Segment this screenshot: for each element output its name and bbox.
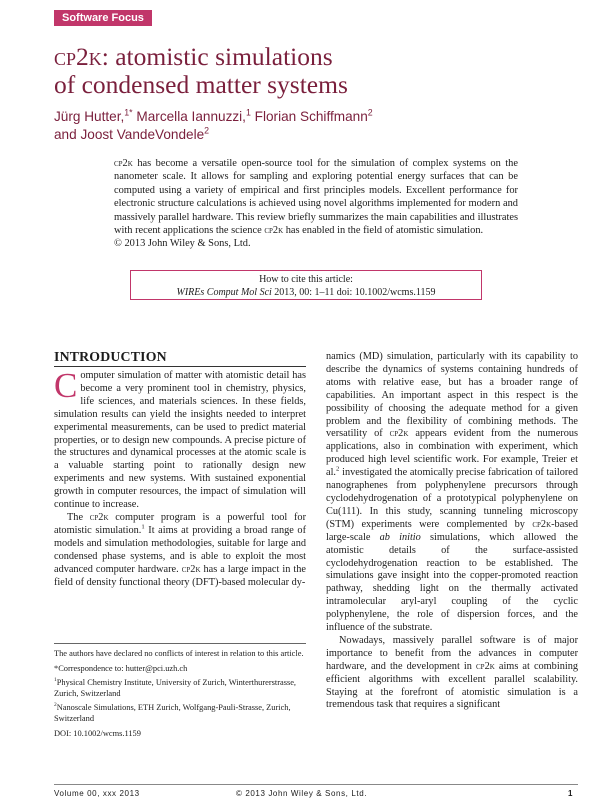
intro-paragraph-1 [54,366,306,512]
correspondence: *Correspondence to: hutter@pci.uzh.ch [54,663,188,673]
right-p2-b: aims at combining efficient algorithms with excellent parallel scalability. Staying at the forefront of atomistic simulation is a tremendous task that requires a significant [326,660,578,711]
section-badge: Software Focus [54,10,152,26]
drop-cap: C [54,366,78,405]
citation-box [130,270,482,300]
abstract-text-1: has become a versatile open-source tool for the simulation of complex systems on the nanometer scale. It allows for sampling and exploring potential energy surfaces that can be computed using a variety of empirical and first principles models. Excellent performance for electronic structure calculations is achieved using novel algorithms implemented for modern and massively parallel hardware. This review briefly summarizes the main capabilities and illustrates with recent applications the science [114,158,518,237]
footnote-rule [54,643,306,644]
abstract-code-2: cp2k [264,225,284,237]
right-p1-b: appears evident from the numerous applications, also in combination with experiment, which produced high level scientific work. For example, Treier et al. [326,428,579,479]
author-2-affiliation: 1 [245,107,251,118]
article-title [54,43,574,99]
intro-p2-c: It aims at providing a broad range of models and simulation methodologies, suitable for large and condensed phase systems, and is able to exploit the most advanced computer hardware. [54,524,306,575]
intro-p2-ref: 1 [141,523,145,531]
section-heading: INTRODUCTION [54,349,167,364]
footer-rule [54,784,578,785]
abstract [114,157,518,251]
intro-p2-d: has a large impact in the field of density functional theory (DFT)-based molecular dy- [54,563,306,588]
right-p1-a: namics (MD) simulation, particularly with its capability to describe the dynamics of systems containing hundreds of atoms with relative ease, but has a broader range of capabilities. An important aspect in this respect is the possibility of choosing the adequate method for a given problem and the flexibility of combining methods. The versatility of [326,351,578,440]
citation-heading: How to cite this article: [259,274,353,285]
author-2: Marcella Iannuzzi, [136,109,246,124]
affiliation-1-text: Physical Chemistry Institute, University of Zurich, Winterthurerstrasse, Zurich, Switzerland [54,678,297,698]
right-p1-e: simulations, which allowed the atomistic details of the surface-assisted cyclodehydrogenation reaction to be established. The simulations gave insight into the copper-promoted reaction pathway, shedding light on the thermally activated intramolecular aryl-aryl coupling of the cyclic polyphenylene, the role of dispersion forces, and the influence of the substrate. [326,531,578,634]
intro-paragraph-1-text: omputer simulation of matter with atomistic detail has become a very prominent tool in chemistry, physics, life sciences, and materials sciences. In these fields, simulation results can yield the insights needed to interpret experimental measurements, can be used to predict material properties, or to design new compounds. A precise picture of the structures and dynamical processes at the atomic scale is a valuable starting point to rationally design new experiments and new systems. With sustained exponential growth in computer resources, the impact of simulation will continue to increase. [54,370,306,511]
affiliation-2-marker: 2 [54,702,57,709]
right-p1-d: -based large-scale [326,518,578,543]
intro-p2-b: computer program is a powerful tool for atomistic simulation. [54,511,307,536]
right-paragraph-1 [326,351,578,635]
author-list [54,108,574,144]
footer-copyright: © 2013 John Wiley & Sons, Ltd. [236,789,368,798]
abstract-code: cp2k [114,158,133,169]
author-3: Florian Schiffmann [254,109,368,124]
doi: DOI: 10.1002/wcms.1159 [54,728,141,738]
right-p1-em: ab initio [379,531,421,543]
page-number: 1 [568,789,574,798]
footer-volume: Volume 00, xxx 2013 [54,789,140,798]
intro-p2-code: cp2k [89,511,109,523]
footnotes [54,649,306,743]
intro-p2-code-2: cp2k [181,563,201,575]
intro-paragraph-2 [54,512,306,589]
right-p1-ref: 2 [336,465,340,473]
left-column [54,366,307,589]
author-1-affiliation: 1* [124,107,133,118]
right-p2-a: Nowadays, massively parallel software is of major importance to benefit from the advances in computer hardware, and the development in [326,634,578,672]
affiliation-1 [54,678,306,699]
abstract-copyright: © 2013 John Wiley & Sons, Ltd. [114,238,251,250]
right-p1-code: cp2k [389,428,409,440]
right-p2-code: cp2k [476,660,495,672]
author-4: and Joost VandeVondele [54,127,205,142]
section-rule [54,366,306,367]
right-paragraph-2 [326,635,578,712]
affiliation-2-text: Nanoscale Simulations, ETH Zurich, Wolfgang-Pauli-Strasse, Zurich, Switzerland [54,703,291,723]
affiliation-1-marker: 1 [54,677,57,684]
right-p1-code-2: cp2k [532,518,552,530]
author-4-affiliation: 2 [204,125,210,136]
abstract-text-2: has enabled in the field of atomistic simulation. [283,225,484,237]
conflict-statement: The authors have declared no conflicts of interest in relation to this article. [54,649,304,658]
intro-p2-a: The [67,511,90,523]
citation-reference [131,286,481,299]
title-line1: : atomistic simulations [101,42,333,71]
title-code-name: cp2k [54,42,102,71]
affiliation-2 [54,703,306,724]
citation-details: 2013, 00: 1–11 doi: 10.1002/wcms.1159 [271,287,436,298]
citation-journal: WIREs Comput Mol Sci [176,287,272,298]
author-1: Jürg Hutter, [54,109,125,124]
right-column [326,351,578,712]
right-p1-c: investigated the atomically precise fabrication of tailored nanographenes from polyphenylene precursors through cyclodehydrogenation of a prototypical polyphenylene on Cu(111). In this study, scanning tunneling microscopy (STM) experiments were complemented by [326,467,578,530]
title-line2: of condensed matter systems [54,70,348,99]
author-3-affiliation: 2 [367,107,373,118]
